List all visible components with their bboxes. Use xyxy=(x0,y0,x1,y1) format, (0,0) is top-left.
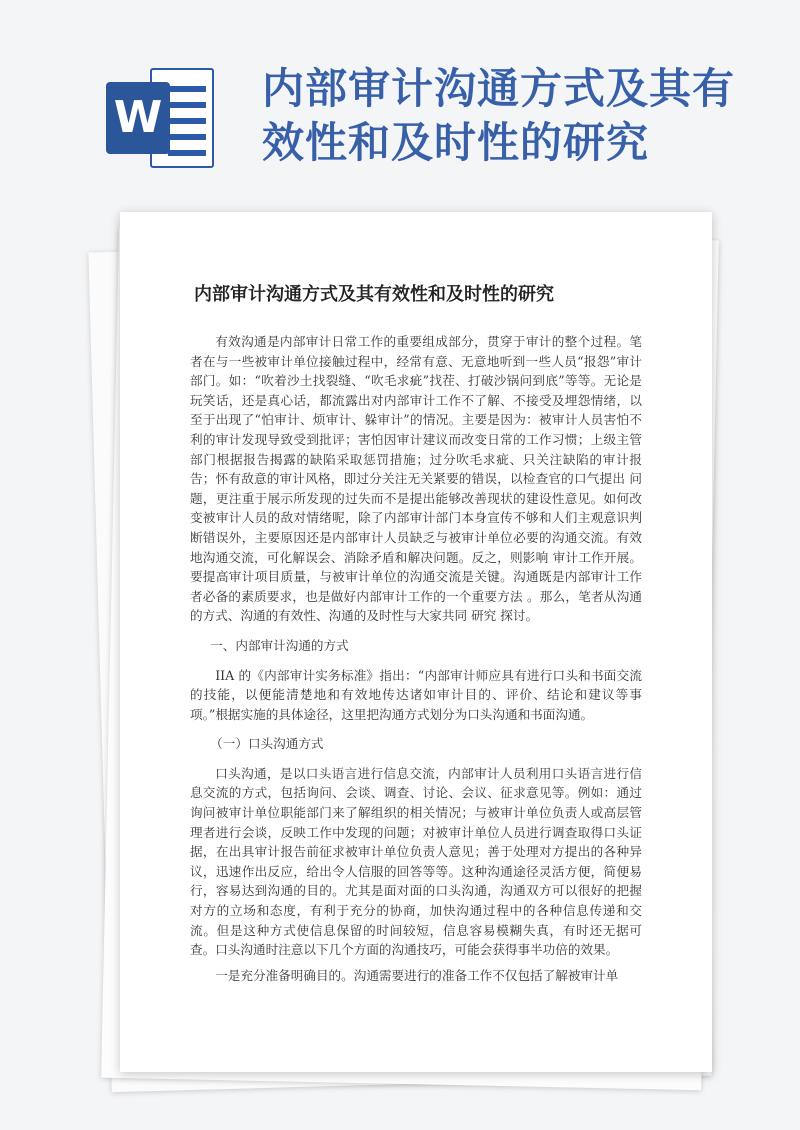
document-page xyxy=(120,212,712,1072)
section-heading-1: 一、内部审计沟通的方式 xyxy=(210,637,349,653)
word-logo-letter: W xyxy=(106,82,170,154)
document-body xyxy=(190,332,642,991)
banner-title: 内部审计沟通方式及其有效性和及时性的研究 xyxy=(262,64,736,167)
header xyxy=(0,0,800,210)
paragraph-intro: 有效沟通是内部审计日常工作的重要组成部分，贯穿于审计的整个过程。笔者在与一些被审计单位接触过程中，经常有意、无意地听到一些人员“报怨”审计部门。如：“吹着沙土找裂缝、“吹毛求疵”找茬、打破沙锅问到底”等等。无论是玩笑话，还是真心话，都流露出对内部审计工作不了解、不接受及埋怨情绪，以至于出现了“怕审计、烦审计、躲审计”的情况。主要是因为：被审计人员害怕不利的审计发现导致受到批评；害怕因审计建议而改变日常的工作习惯；上级主管部门根据报告揭露的缺陷采取惩罚措施；过分吹毛求疵、只关注缺陷的审计报告；怀有敌意的审计风格，即过分关注无关紧要的错误，以检查官的口气提出 问题，更注重于展示所发现的过失而不是提出能够改善现状的建设性意见。如何改变被审计人员的敌对情绪呢，除了内部审计部门本身宣传不够和人们主观意识判断错误外，主要原因还是内部审计人员缺乏与被审计单位必要的沟通交流。有效地沟通交流，可化解误会、消除矛盾和解决问题。反之，则影响 审计工作开展。要提高审计项目质量，与被审计单位的沟通交流是关键。沟通既是内部审计工作者必备的素质要求，也是做好内部审计工作的一个重要方法 。那么，笔者从沟通的方式、沟通的有效性、沟通的及时性与大家共同 研究 探讨。 xyxy=(190,334,642,624)
word-document-icon xyxy=(106,68,216,168)
subsection-heading-oral: （一）口头沟通方式 xyxy=(210,736,324,752)
document-title: 内部审计沟通方式及其有效性和及时性的研究 xyxy=(194,284,554,305)
paragraph-prepare: 一是充分准备明确目的。沟通需要进行的准备工作不仅包括了解被审计单 xyxy=(215,967,619,983)
paragraph-iia: IIA 的《内部审计实务标准》指出：“内部审计师应具有进行口头和书面交流的技能，以便能清楚地和有效地传达诸如审计目的、评价、结论和建议等事项。”根据实施的具体途径，这里把沟通方式划分为口头沟通和书面沟通。 xyxy=(190,667,642,722)
paragraph-oral: 口头沟通，是以口头语言进行信息交流，内部审计人员利用口头语言进行信息交流的方式，包括询问、会谈、调查、讨论、会议、征求意见等。例如：通过询问被审计单位职能部门来了解组织的相关情况；与被审计单位负责人或高层管理者进行会谈，反映工作中发现的问题；对被审计单位人员进行调查取得口头证据，在出具审计报告前征求被审计单位负责人意见；善于处理对方提出的各种异议，迅速作出反应，给出令人信服的回答等等。这种沟通途径灵活方便，简便易行，容易达到沟通的目的。尤其是面对面的口头沟通，沟通双方可以很好的把握对方的立场和态度，有利于充分的协商，加快沟通过程中的各种信息传递和交流。但是这种方式使信息保留的时间较短，信息容易模糊失真，有时还无据可查。口头沟通时注意以下几个方面的沟通技巧，可能会获得事半功倍的效果。 xyxy=(190,765,642,958)
